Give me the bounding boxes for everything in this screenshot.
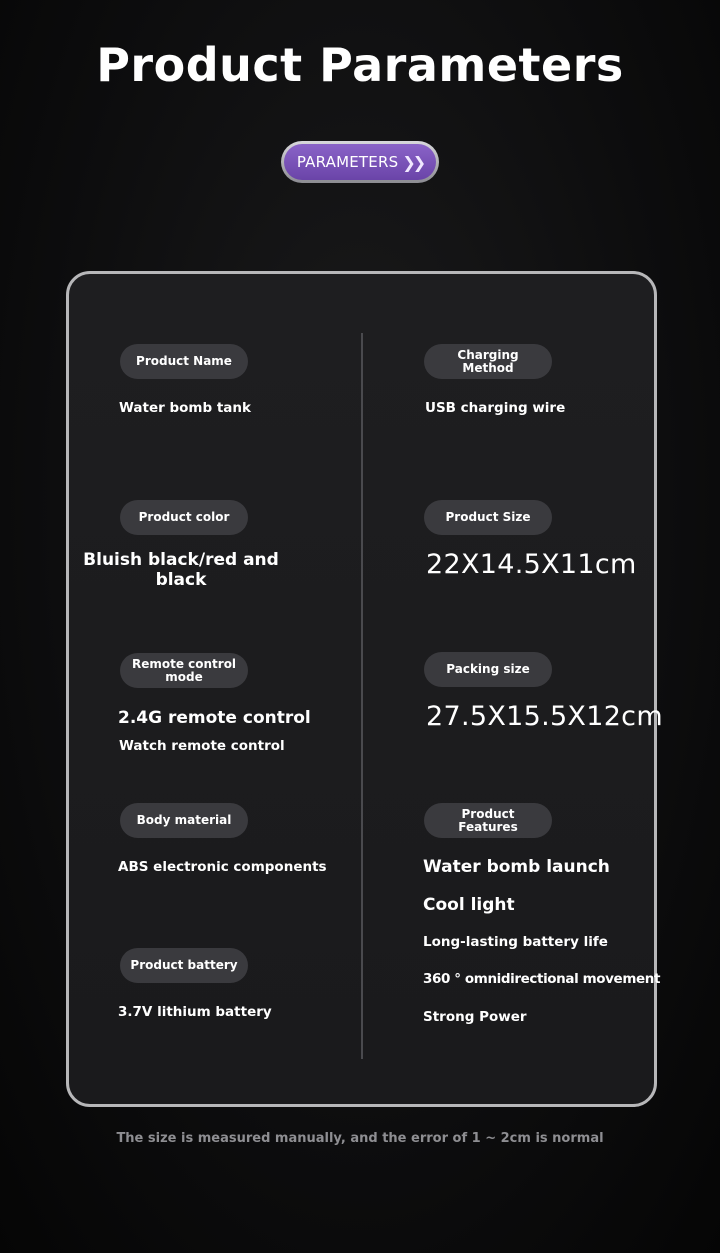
product-name-label: Product Name <box>120 344 248 379</box>
parameters-badge <box>281 141 439 183</box>
footer-note: The size is measured manually, and the error of 1 ~ 2cm is normal <box>116 1131 604 1146</box>
remote-mode-value-1: 2.4G remote control <box>118 708 311 728</box>
charging-method-value: USB charging wire <box>425 400 566 416</box>
product-battery-value: 3.7V lithium battery <box>118 1004 272 1020</box>
remote-mode-value-2: Watch remote control <box>119 738 285 754</box>
double-chevron-right-icon: ❯❯ <box>402 152 424 172</box>
feature-item: Strong Power <box>423 1009 527 1025</box>
remote-mode-label: Remote control mode <box>120 653 248 688</box>
column-divider <box>361 333 363 1059</box>
parameters-badge-inner <box>284 144 436 180</box>
product-name-value: Water bomb tank <box>119 400 252 416</box>
body-material-label: Body material <box>120 803 248 838</box>
feature-item: 360 ° omnidirectional movement <box>423 971 661 987</box>
body-material-value: ABS electronic components <box>118 859 327 875</box>
charging-method-label: Charging Method <box>424 344 552 379</box>
page-title: Product Parameters <box>96 38 624 92</box>
product-color-value-line1: Bluish black/red and <box>83 550 279 570</box>
feature-item: Long-lasting battery life <box>423 934 608 950</box>
product-color-value-line2: black <box>155 570 207 590</box>
packing-size-label: Packing size <box>424 652 552 687</box>
product-features-label: Product Features <box>424 803 552 838</box>
product-battery-label: Product battery <box>120 948 248 983</box>
parameters-badge-label: PARAMETERS <box>296 153 399 171</box>
packing-size-value: 27.5X15.5X12cm <box>426 701 663 732</box>
product-color-label: Product color <box>120 500 248 535</box>
feature-item: Cool light <box>423 895 515 915</box>
product-size-label: Product Size <box>424 500 552 535</box>
product-size-value: 22X14.5X11cm <box>426 549 637 580</box>
feature-item: Water bomb launch <box>423 857 610 877</box>
